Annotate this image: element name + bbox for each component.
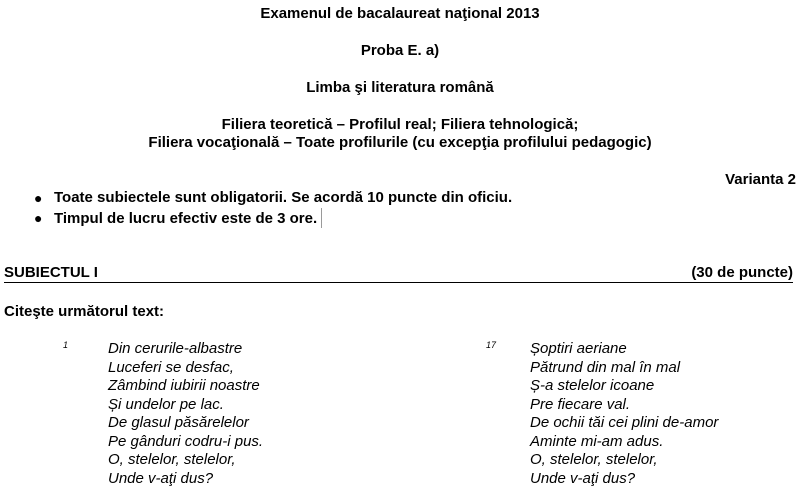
filiera-line-2: Filiera vocaţională – Toate profilurile (cu excepţia profilului pedagogic) xyxy=(148,134,652,151)
poem-line: Luceferi se desfac, xyxy=(108,358,234,376)
poem-line: O, stelelor, stelelor, xyxy=(530,451,658,468)
bullet-icon: ● xyxy=(34,210,43,226)
reading-prompt: Citeşte următorul text: xyxy=(4,303,165,320)
poem-line: Pre fiecare val. xyxy=(530,395,631,413)
instruction-item: ● Toate subiectele sunt obligatorii. Se acordă 10 puncte din oficiu. xyxy=(34,189,513,206)
poem-line: Ș-a stelelor icoane xyxy=(530,377,655,394)
proba-label: Proba E. a) xyxy=(360,42,440,59)
poem-line: De ochii tăi cei plini de-amor xyxy=(530,414,719,431)
poem-line: Pe gânduri codru-i pus. xyxy=(108,432,264,450)
poem-line: Unde v-aţi dus? xyxy=(530,469,636,487)
poem-column-right xyxy=(530,340,718,488)
filiera-line-1: Filiera teoretică – Profilul real; Filiera tehnologică; xyxy=(221,116,579,133)
instruction-item: ● Timpul de lucru efectiv este de 3 ore. xyxy=(38,208,512,228)
line-number-left: 1 xyxy=(63,340,69,350)
variant-label: Varianta 2 xyxy=(725,171,796,188)
poem-line: Pătrund din mal în mal xyxy=(530,358,681,376)
section-header xyxy=(4,264,793,283)
text-cursor xyxy=(321,208,322,228)
poem-line: Unde v-aţi dus? xyxy=(108,469,214,487)
poem-line: Șoptiri aeriane xyxy=(530,340,627,357)
poem-line: Și undelor pe lac. xyxy=(108,395,224,413)
exam-title: Examenul de bacalaureat naţional 2013 xyxy=(260,5,540,22)
poem-line: Aminte mi-am adus. xyxy=(530,432,664,450)
line-number-right: 17 xyxy=(486,340,497,350)
poem-line: Din cerurile-albastre xyxy=(108,340,243,357)
bullet-icon: ● xyxy=(34,190,43,206)
poem-line: Zâmbind iubirii noastre xyxy=(108,377,260,394)
poem-column-left xyxy=(108,340,263,488)
subject-title: Limba şi literatura română xyxy=(306,79,494,96)
poem-line: O, stelelor, stelelor, xyxy=(108,451,236,468)
instructions-list xyxy=(34,188,513,228)
poem-line: De glasul păsărelelor xyxy=(108,414,249,431)
section-points: (30 de puncte) xyxy=(691,264,793,281)
section-title: SUBIECTUL I xyxy=(4,264,98,281)
